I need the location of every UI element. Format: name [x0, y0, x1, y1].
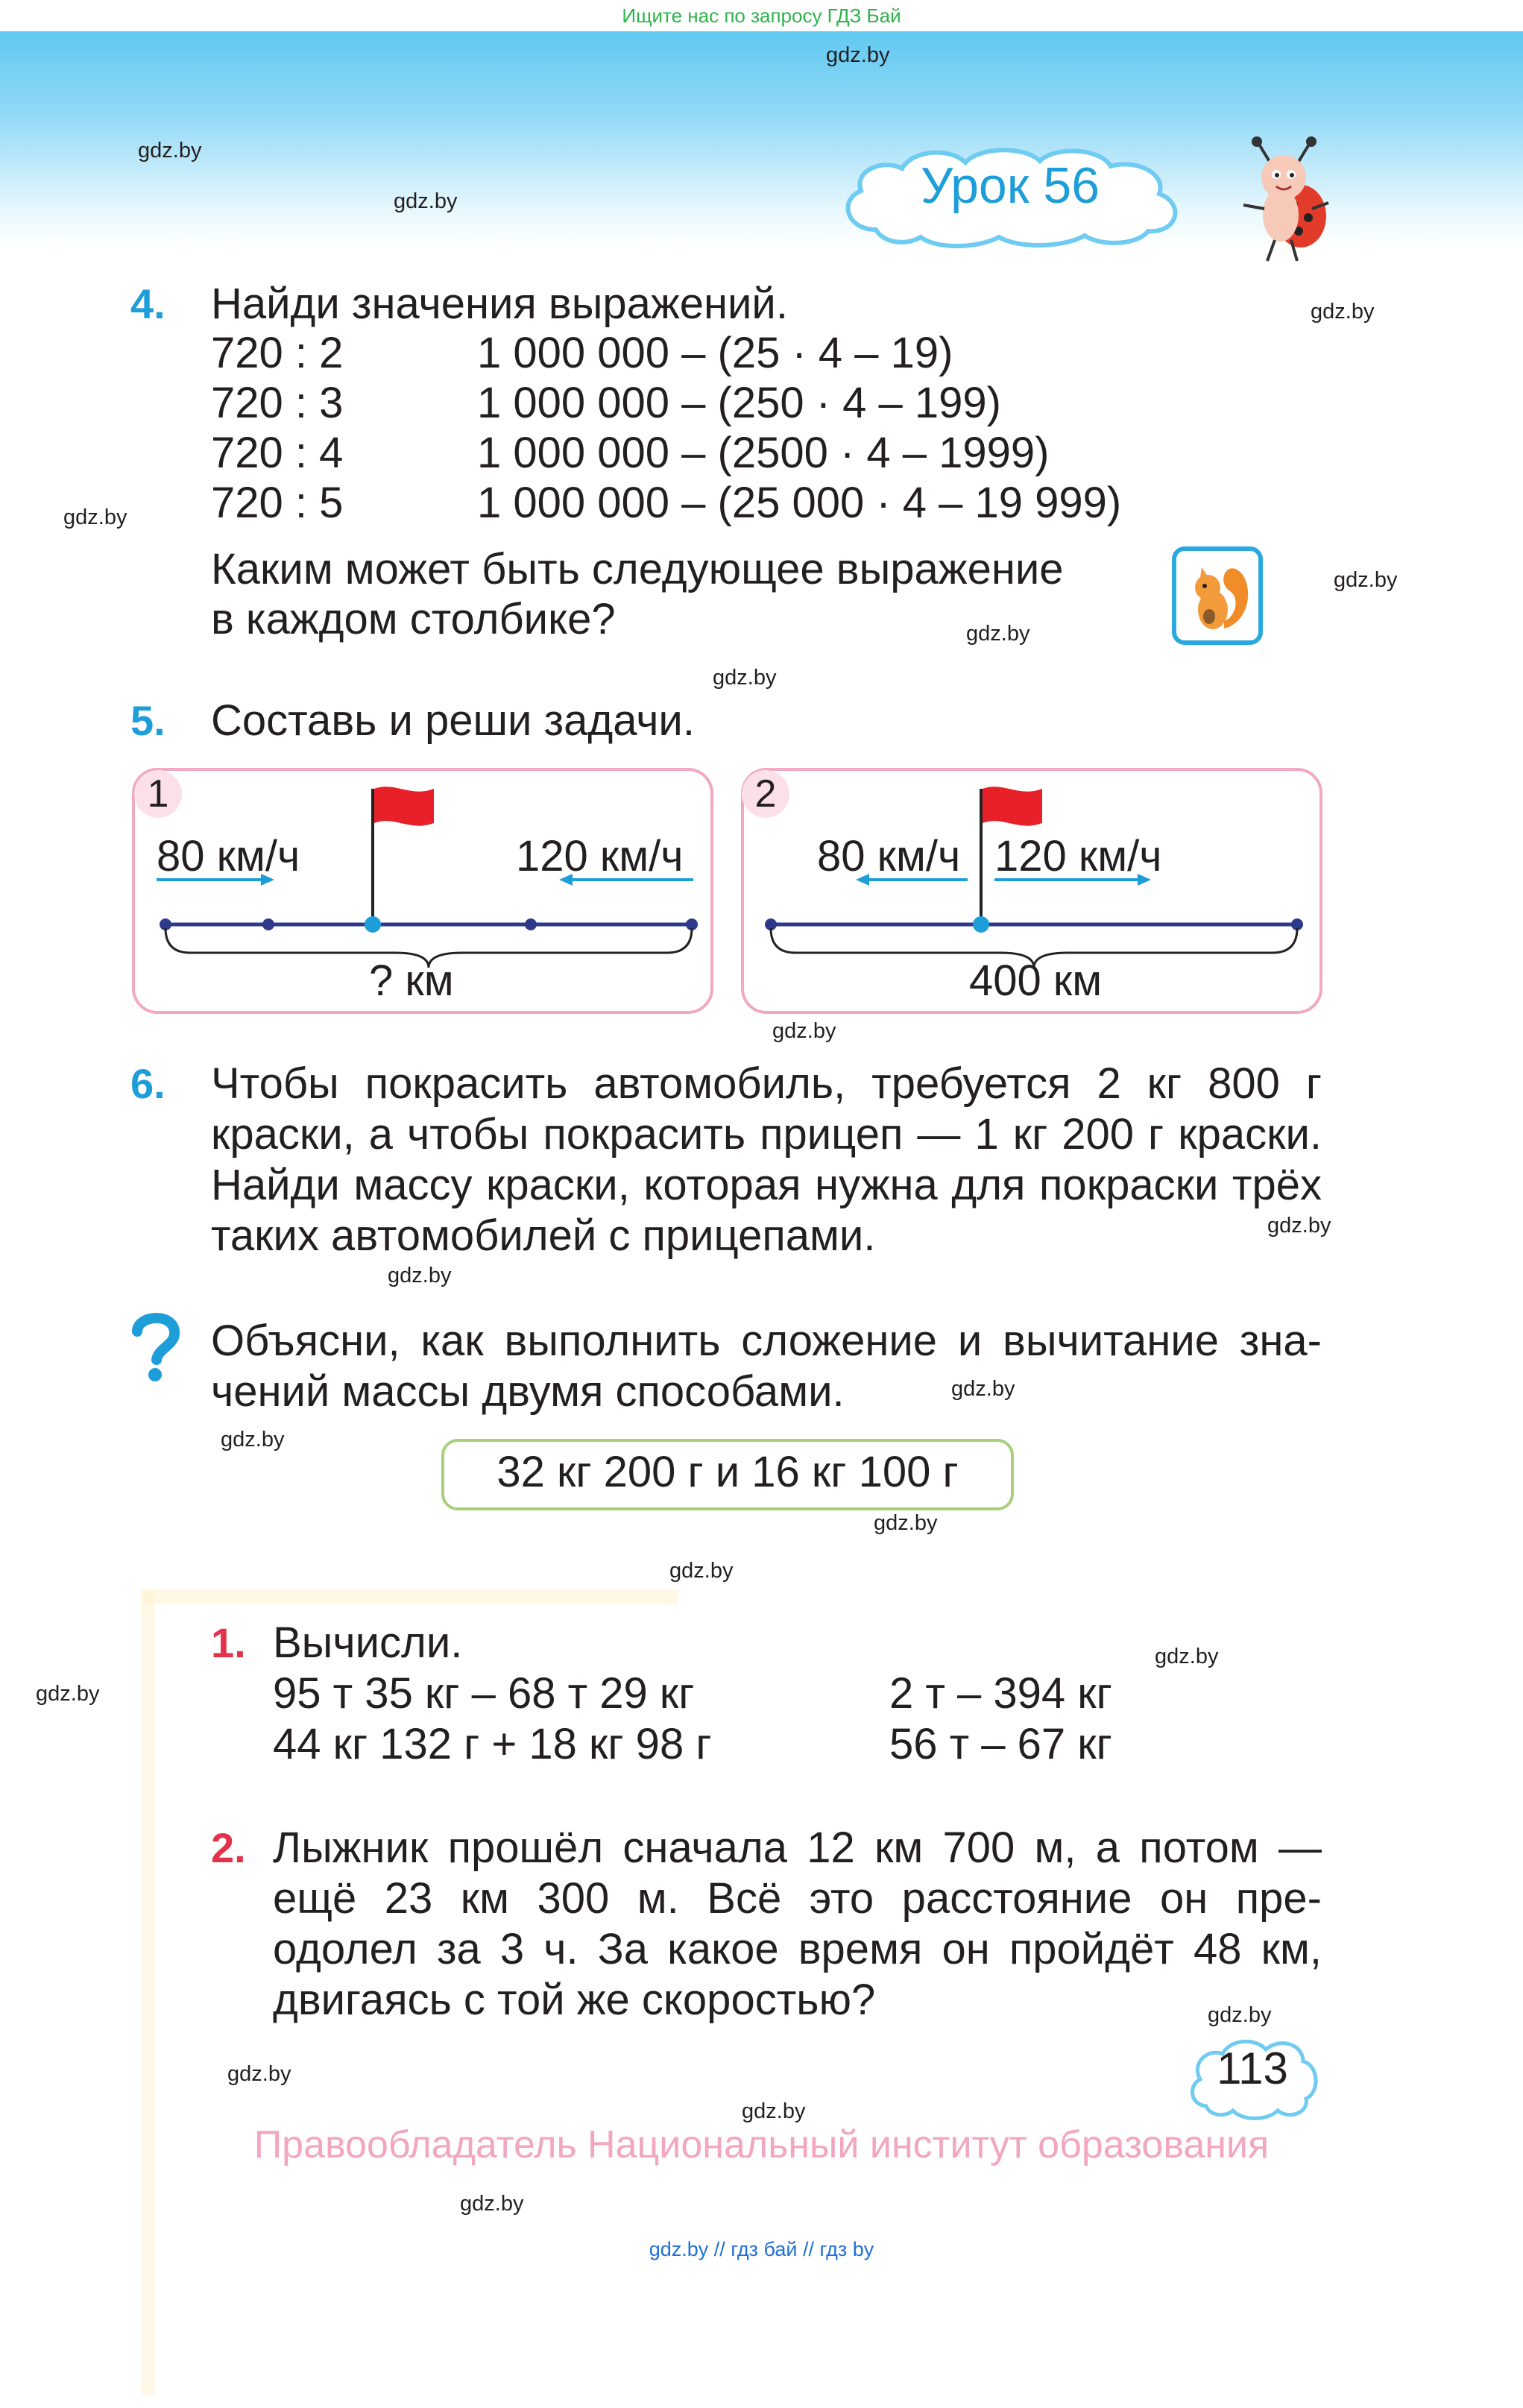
watermark: gdz.by	[1208, 2003, 1272, 2027]
task-number: 6.	[130, 1060, 165, 1107]
task-text-line: двигаясь с той же скоростью?	[273, 1976, 876, 2024]
watermark: gdz.by	[874, 1511, 938, 1535]
expression: 720 : 5	[211, 479, 344, 527]
expression: 56 т – 67 кг	[889, 1720, 1112, 1768]
task-text-line: ещё 23 км 300 м. Всё это расстояние он пре-	[273, 1874, 1322, 1923]
task-number: 4.	[130, 280, 165, 327]
speed-label: 120 км/ч	[516, 832, 684, 880]
expression: 720 : 3	[211, 379, 344, 427]
expression: 95 т 35 кг – 68 т 29 кг	[273, 1669, 695, 1718]
task-number: 5.	[130, 697, 165, 744]
expression: 1 000 000 – (25 · 4 – 19)	[477, 329, 953, 377]
watermark: gdz.by	[1311, 300, 1375, 324]
ladybug-icon	[1237, 134, 1334, 268]
watermark: gdz.by	[138, 139, 202, 163]
lesson-title: Урок 56	[920, 157, 1100, 214]
watermark: gdz.by	[951, 1377, 1015, 1401]
watermark: gdz.by	[227, 2062, 291, 2086]
bottom-links[interactable]: gdz.by // гдз бай // гдз by	[649, 2238, 874, 2260]
watermark: gdz.by	[772, 1019, 836, 1043]
panel-badge: 1	[134, 770, 182, 818]
expression: 1 000 000 – (250 · 4 – 199)	[477, 379, 1001, 427]
watermark: gdz.by	[826, 43, 890, 67]
watermark: gdz.by	[394, 189, 458, 213]
task-number: 1.	[211, 1619, 246, 1666]
distance-label: ? км	[369, 956, 454, 1005]
expression: 1 000 000 – (25 000 · 4 – 19 999)	[477, 479, 1122, 527]
expression: 2 т – 394 кг	[889, 1669, 1112, 1718]
panel-badge: 2	[742, 770, 789, 818]
watermark: gdz.by	[1267, 1214, 1331, 1238]
squirrel-icon	[1172, 546, 1263, 645]
expression: 720 : 4	[211, 429, 344, 477]
task-number: 2.	[211, 1824, 246, 1871]
watermark: gdz.by	[1155, 1645, 1219, 1668]
watermark: gdz.by	[36, 1682, 100, 1706]
task-text-line: краски, а чтобы покрасить прицеп — 1 кг 200 г краски.	[211, 1110, 1322, 1159]
watermark: gdz.by	[1334, 568, 1398, 592]
formula-text: 32 кг 200 г и 16 кг 100 г	[496, 1448, 959, 1496]
speed-label: 80 км/ч	[157, 832, 300, 880]
question-mark-icon	[128, 1311, 182, 1382]
task-title: Найди значения выражений.	[211, 280, 788, 328]
watermark: gdz.by	[221, 1428, 285, 1452]
watermark: gdz.by	[742, 2099, 806, 2123]
question-text: Каким может быть следующее выражение	[211, 545, 1064, 593]
task-text-line: таких автомобилей с прицепами.	[211, 1211, 876, 1260]
watermark: gdz.by	[63, 505, 127, 529]
watermark: gdz.by	[388, 1264, 452, 1287]
watermark: gdz.by	[713, 666, 777, 690]
task-title: Составь и реши задачи.	[211, 696, 695, 745]
task-text-line: Чтобы покрасить автомобиль, требуется 2 кг 800 г	[211, 1059, 1322, 1108]
explain-text-line: Объясни, как выполнить сложение и вычитание зна-	[211, 1317, 1322, 1365]
distance-label: 400 км	[969, 956, 1103, 1005]
explain-text-line: чений массы двумя способами.	[211, 1367, 845, 1416]
watermark: gdz.by	[669, 1559, 734, 1583]
expression: 720 : 2	[211, 329, 344, 377]
speed-label: 120 км/ч	[994, 832, 1162, 880]
speed-label: 80 км/ч	[817, 832, 961, 880]
watermark: gdz.by	[460, 2192, 524, 2216]
page-number: 113	[1217, 2043, 1288, 2093]
expression: 1 000 000 – (2500 · 4 – 1999)	[477, 429, 1050, 477]
task-title: Вычисли.	[273, 1619, 463, 1667]
top-banner[interactable]: Ищите нас по запросу ГДЗ Бай	[0, 0, 1523, 31]
expression: 44 кг 132 г + 18 кг 98 г	[273, 1720, 712, 1768]
task-text-line: Лыжник прошёл сначала 12 км 700 м, а потом —	[273, 1824, 1322, 1872]
task-text-line: Найди массу краски, которая нужна для покраски трёх	[211, 1161, 1322, 1209]
task-text-line: одолел за 3 ч. За какое время он пройдёт 48 км,	[273, 1925, 1322, 1973]
watermark: gdz.by	[966, 622, 1030, 646]
question-text: в каждом столбике?	[211, 595, 616, 643]
copyright-notice: Правообладатель Национальный институт образования	[253, 2123, 1270, 2166]
